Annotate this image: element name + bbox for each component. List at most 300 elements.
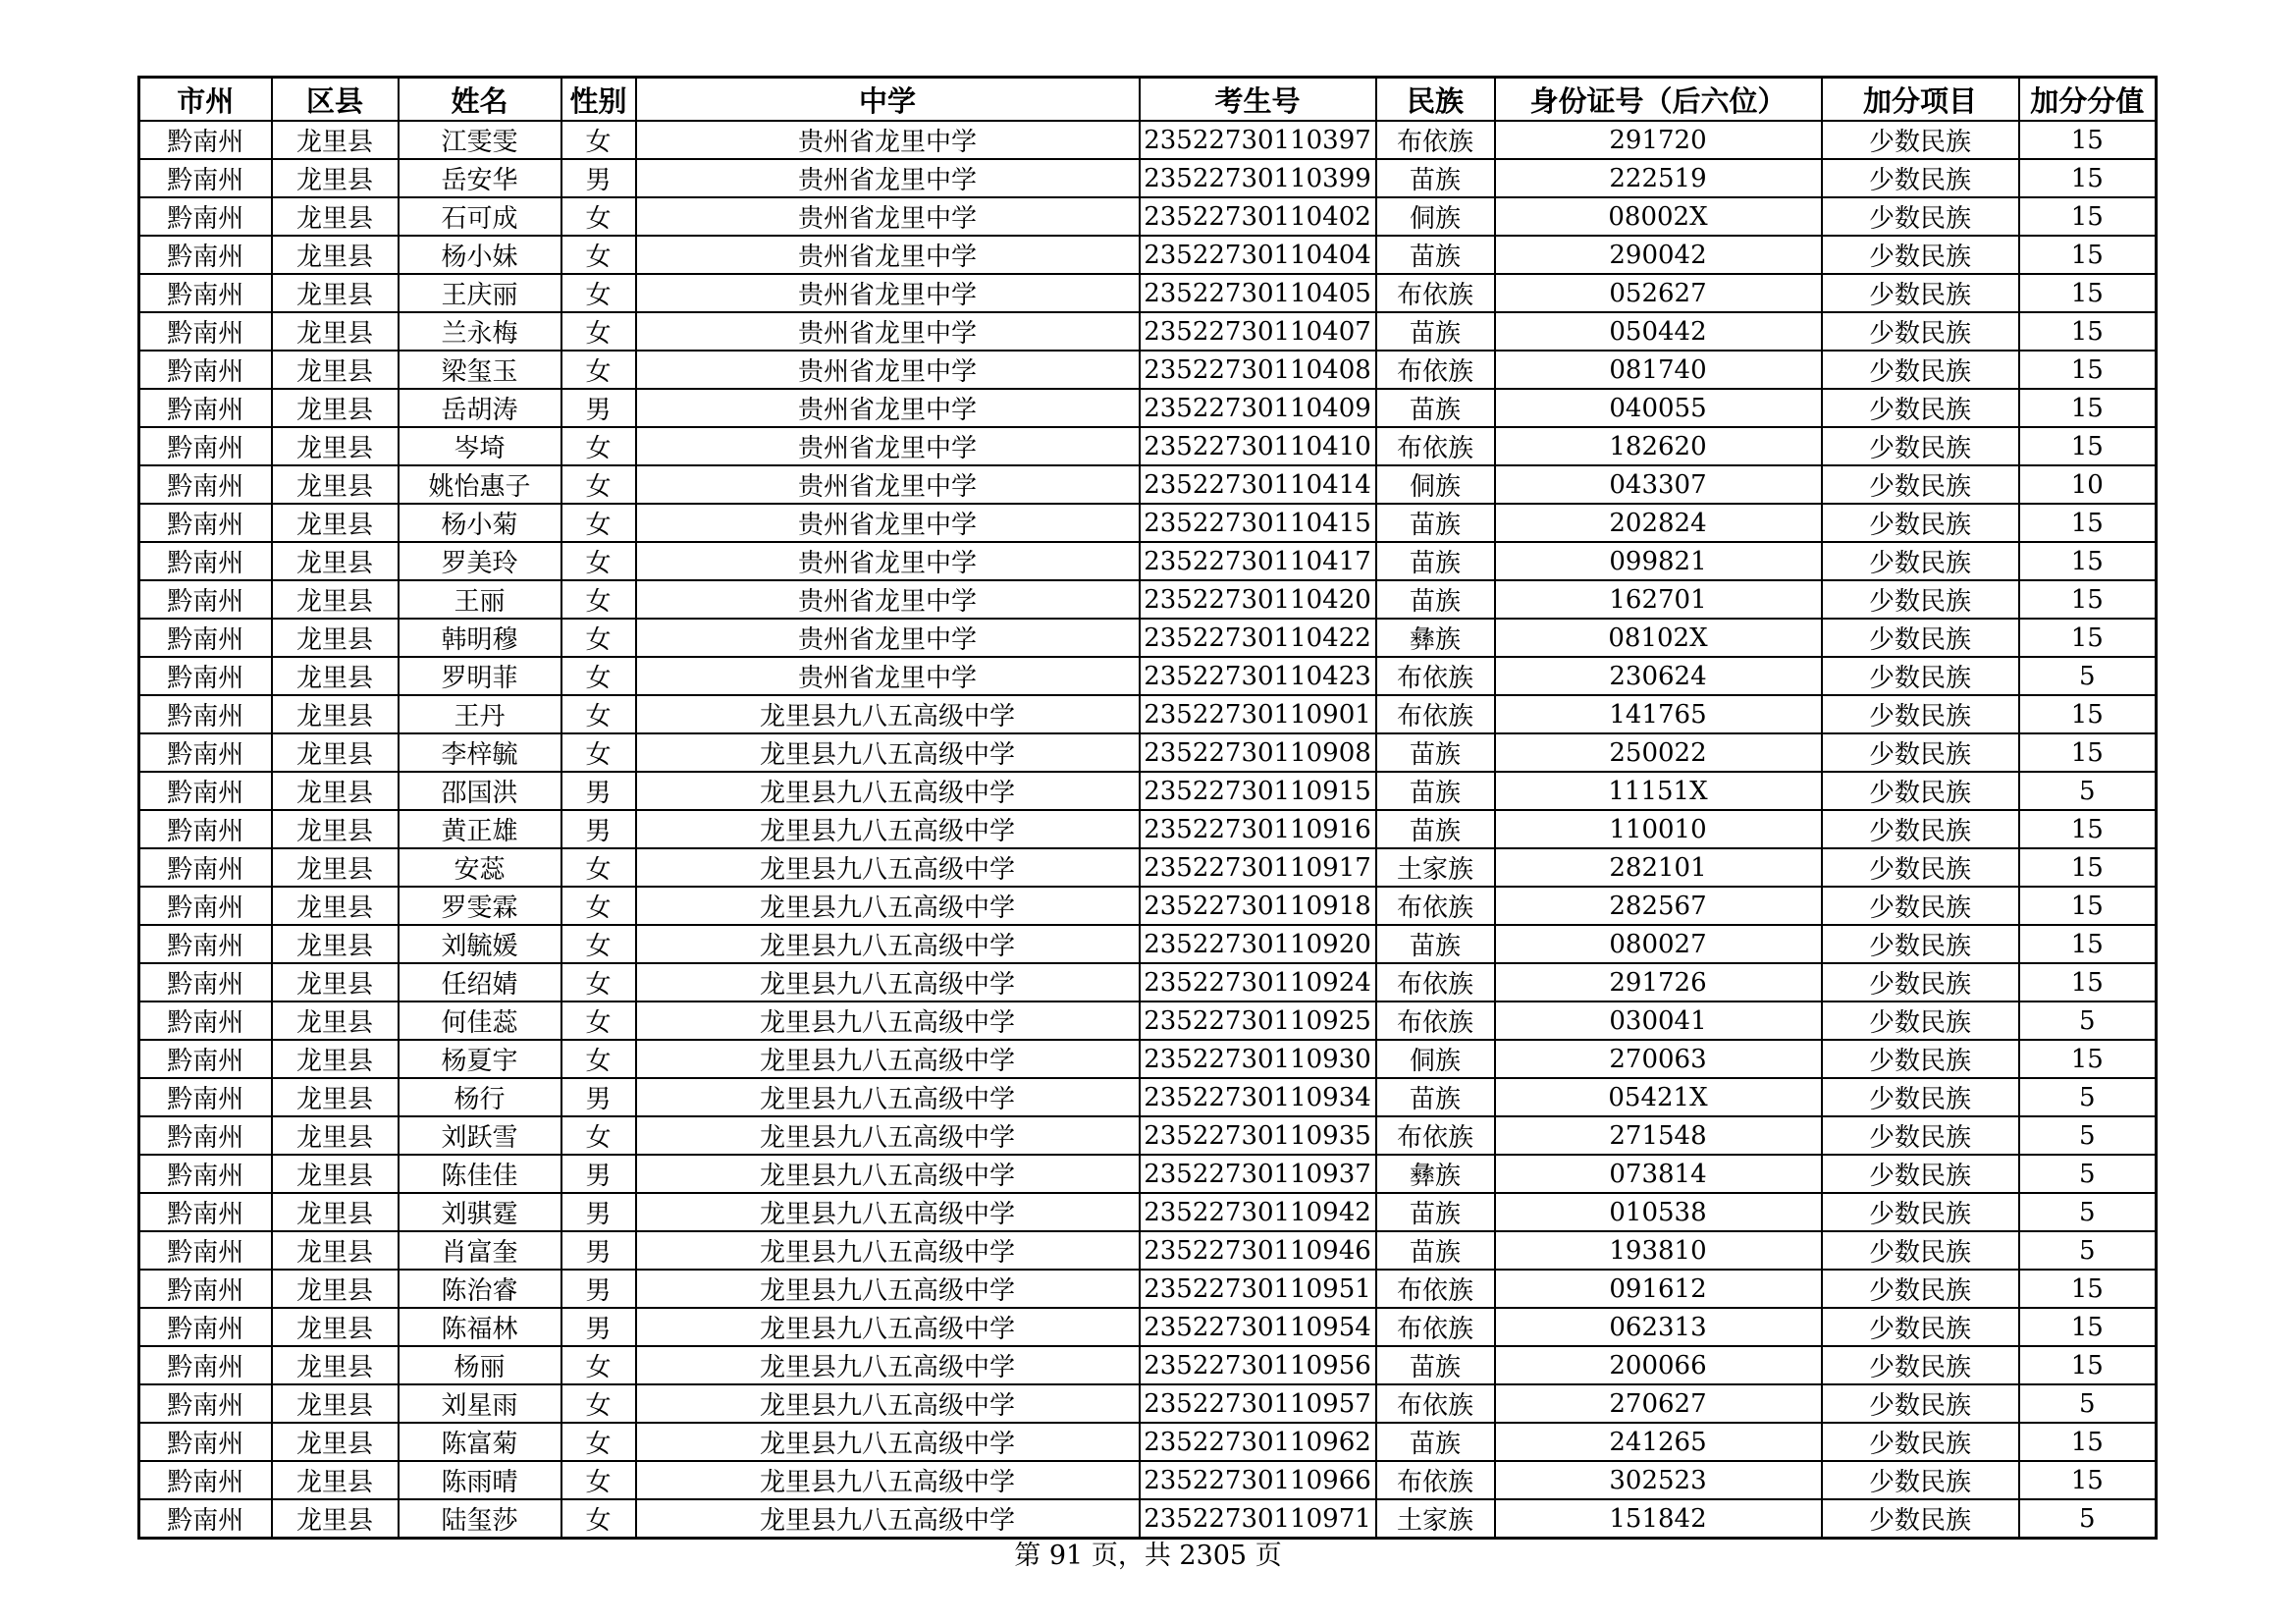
cell-school: 龙里县九八五高级中学 — [636, 1116, 1140, 1155]
cell-school: 贵州省龙里中学 — [636, 504, 1140, 542]
cell-bonus-value: 5 — [2019, 1231, 2157, 1270]
cell-county: 龙里县 — [272, 1155, 399, 1193]
cell-county: 龙里县 — [272, 1461, 399, 1499]
cell-gender: 男 — [561, 1078, 636, 1116]
cell-exam-number: 23522730110417 — [1140, 542, 1376, 580]
cell-city: 黔南州 — [139, 504, 272, 542]
cell-school: 龙里县九八五高级中学 — [636, 695, 1140, 733]
cell-city: 黔南州 — [139, 1078, 272, 1116]
cell-name: 岳胡涛 — [399, 389, 561, 427]
cell-exam-number: 23522730110405 — [1140, 274, 1376, 312]
cell-exam-number: 23522730110917 — [1140, 848, 1376, 887]
table-row — [139, 1423, 2157, 1461]
cell-gender: 女 — [561, 1040, 636, 1078]
cell-city: 黔南州 — [139, 848, 272, 887]
cell-exam-number: 23522730110966 — [1140, 1461, 1376, 1499]
cell-exam-number: 23522730110420 — [1140, 580, 1376, 619]
table-row — [139, 1384, 2157, 1423]
cell-exam-number: 23522730110946 — [1140, 1231, 1376, 1270]
cell-bonus-value: 15 — [2019, 848, 2157, 887]
cell-bonus-item: 少数民族 — [1822, 963, 2019, 1001]
cell-name: 肖富奎 — [399, 1231, 561, 1270]
cell-exam-number: 23522730110399 — [1140, 159, 1376, 197]
cell-ethnicity: 苗族 — [1376, 1193, 1495, 1231]
cell-county: 龙里县 — [272, 695, 399, 733]
cell-school: 龙里县九八五高级中学 — [636, 1155, 1140, 1193]
header-city: 市州 — [139, 78, 272, 122]
cell-county: 龙里县 — [272, 1193, 399, 1231]
cell-city: 黔南州 — [139, 1499, 272, 1539]
cell-county: 龙里县 — [272, 1308, 399, 1346]
cell-bonus-item: 少数民族 — [1822, 542, 2019, 580]
table-row — [139, 1078, 2157, 1116]
cell-bonus-value: 5 — [2019, 1193, 2157, 1231]
cell-id-last-six: 151842 — [1495, 1499, 1822, 1539]
cell-gender: 女 — [561, 121, 636, 159]
cell-city: 黔南州 — [139, 1423, 272, 1461]
table-row — [139, 1308, 2157, 1346]
cell-id-last-six: 05421X — [1495, 1078, 1822, 1116]
cell-name: 刘毓媛 — [399, 925, 561, 963]
cell-id-last-six: 110010 — [1495, 810, 1822, 848]
cell-gender: 女 — [561, 465, 636, 504]
cell-city: 黔南州 — [139, 389, 272, 427]
cell-bonus-item: 少数民族 — [1822, 1001, 2019, 1040]
cell-city: 黔南州 — [139, 772, 272, 810]
cell-bonus-item: 少数民族 — [1822, 810, 2019, 848]
cell-id-last-six: 141765 — [1495, 695, 1822, 733]
cell-name: 王丽 — [399, 580, 561, 619]
cell-gender: 女 — [561, 1116, 636, 1155]
cell-city: 黔南州 — [139, 236, 272, 274]
cell-bonus-value: 10 — [2019, 465, 2157, 504]
cell-city: 黔南州 — [139, 1384, 272, 1423]
cell-city: 黔南州 — [139, 810, 272, 848]
cell-ethnicity: 苗族 — [1376, 733, 1495, 772]
cell-city: 黔南州 — [139, 427, 272, 465]
header-bonus-item: 加分项目 — [1822, 78, 2019, 122]
cell-id-last-six: 282101 — [1495, 848, 1822, 887]
cell-gender: 女 — [561, 197, 636, 236]
cell-school: 贵州省龙里中学 — [636, 197, 1140, 236]
cell-exam-number: 23522730110942 — [1140, 1193, 1376, 1231]
cell-city: 黔南州 — [139, 619, 272, 657]
cell-bonus-item: 少数民族 — [1822, 1040, 2019, 1078]
cell-city: 黔南州 — [139, 1270, 272, 1308]
table-row — [139, 389, 2157, 427]
cell-county: 龙里县 — [272, 427, 399, 465]
cell-school: 龙里县九八五高级中学 — [636, 963, 1140, 1001]
table-row — [139, 887, 2157, 925]
cell-name: 邵国洪 — [399, 772, 561, 810]
cell-id-last-six: 282567 — [1495, 887, 1822, 925]
cell-county: 龙里县 — [272, 772, 399, 810]
cell-id-last-six: 080027 — [1495, 925, 1822, 963]
cell-exam-number: 23522730110951 — [1140, 1270, 1376, 1308]
cell-county: 龙里县 — [272, 1270, 399, 1308]
cell-name: 何佳蕊 — [399, 1001, 561, 1040]
table-row — [139, 657, 2157, 695]
cell-name: 安蕊 — [399, 848, 561, 887]
cell-school: 贵州省龙里中学 — [636, 236, 1140, 274]
cell-county: 龙里县 — [272, 1231, 399, 1270]
cell-ethnicity: 布依族 — [1376, 1270, 1495, 1308]
cell-name: 黄正雄 — [399, 810, 561, 848]
cell-school: 龙里县九八五高级中学 — [636, 1461, 1140, 1499]
cell-ethnicity: 布依族 — [1376, 274, 1495, 312]
cell-name: 陈雨晴 — [399, 1461, 561, 1499]
cell-school: 龙里县九八五高级中学 — [636, 1384, 1140, 1423]
cell-gender: 男 — [561, 1231, 636, 1270]
cell-ethnicity: 苗族 — [1376, 1078, 1495, 1116]
cell-id-last-six: 010538 — [1495, 1193, 1822, 1231]
cell-county: 龙里县 — [272, 465, 399, 504]
cell-bonus-item: 少数民族 — [1822, 197, 2019, 236]
cell-exam-number: 23522730110925 — [1140, 1001, 1376, 1040]
cell-bonus-value: 15 — [2019, 1423, 2157, 1461]
cell-school: 贵州省龙里中学 — [636, 274, 1140, 312]
cell-bonus-value: 15 — [2019, 963, 2157, 1001]
cell-school: 龙里县九八五高级中学 — [636, 1499, 1140, 1539]
cell-name: 王庆丽 — [399, 274, 561, 312]
table-row — [139, 159, 2157, 197]
header-id-last-six: 身份证号（后六位） — [1495, 78, 1822, 122]
cell-ethnicity: 侗族 — [1376, 1040, 1495, 1078]
cell-city: 黔南州 — [139, 657, 272, 695]
cell-id-last-six: 099821 — [1495, 542, 1822, 580]
cell-name: 江雯雯 — [399, 121, 561, 159]
cell-county: 龙里县 — [272, 1001, 399, 1040]
table-row — [139, 465, 2157, 504]
header-school: 中学 — [636, 78, 1140, 122]
bonus-points-table — [137, 76, 2158, 1540]
cell-name: 兰永梅 — [399, 312, 561, 351]
cell-name: 陆玺莎 — [399, 1499, 561, 1539]
cell-id-last-six: 073814 — [1495, 1155, 1822, 1193]
cell-name: 岳安华 — [399, 159, 561, 197]
cell-gender: 女 — [561, 312, 636, 351]
cell-bonus-value: 15 — [2019, 389, 2157, 427]
cell-name: 刘星雨 — [399, 1384, 561, 1423]
cell-bonus-value: 15 — [2019, 580, 2157, 619]
cell-gender: 男 — [561, 1155, 636, 1193]
table-row — [139, 312, 2157, 351]
cell-id-last-six: 030041 — [1495, 1001, 1822, 1040]
cell-ethnicity: 布依族 — [1376, 657, 1495, 695]
cell-name: 杨行 — [399, 1078, 561, 1116]
cell-school: 贵州省龙里中学 — [636, 389, 1140, 427]
table-row — [139, 1001, 2157, 1040]
cell-county: 龙里县 — [272, 197, 399, 236]
cell-bonus-item: 少数民族 — [1822, 236, 2019, 274]
table-row — [139, 351, 2157, 389]
cell-bonus-item: 少数民族 — [1822, 772, 2019, 810]
cell-exam-number: 23522730110407 — [1140, 312, 1376, 351]
cell-ethnicity: 苗族 — [1376, 772, 1495, 810]
cell-gender: 女 — [561, 619, 636, 657]
cell-name: 梁玺玉 — [399, 351, 561, 389]
table-row — [139, 1499, 2157, 1539]
cell-id-last-six: 040055 — [1495, 389, 1822, 427]
cell-county: 龙里县 — [272, 657, 399, 695]
cell-county: 龙里县 — [272, 580, 399, 619]
cell-id-last-six: 302523 — [1495, 1461, 1822, 1499]
cell-exam-number: 23522730110908 — [1140, 733, 1376, 772]
cell-gender: 女 — [561, 657, 636, 695]
cell-school: 贵州省龙里中学 — [636, 121, 1140, 159]
cell-school: 贵州省龙里中学 — [636, 580, 1140, 619]
cell-gender: 男 — [561, 159, 636, 197]
cell-name: 罗明菲 — [399, 657, 561, 695]
cell-ethnicity: 侗族 — [1376, 197, 1495, 236]
cell-bonus-item: 少数民族 — [1822, 1116, 2019, 1155]
cell-ethnicity: 苗族 — [1376, 312, 1495, 351]
cell-ethnicity: 布依族 — [1376, 963, 1495, 1001]
cell-school: 龙里县九八五高级中学 — [636, 1001, 1140, 1040]
cell-exam-number: 23522730110414 — [1140, 465, 1376, 504]
cell-bonus-value: 15 — [2019, 1308, 2157, 1346]
table-body — [139, 121, 2157, 1539]
cell-exam-number: 23522730110937 — [1140, 1155, 1376, 1193]
cell-bonus-value: 15 — [2019, 1461, 2157, 1499]
cell-school: 贵州省龙里中学 — [636, 619, 1140, 657]
table-row — [139, 1231, 2157, 1270]
cell-id-last-six: 081740 — [1495, 351, 1822, 389]
table-row — [139, 542, 2157, 580]
cell-gender: 女 — [561, 351, 636, 389]
cell-city: 黔南州 — [139, 1193, 272, 1231]
cell-ethnicity: 布依族 — [1376, 887, 1495, 925]
table-row — [139, 1155, 2157, 1193]
cell-ethnicity: 布依族 — [1376, 1461, 1495, 1499]
cell-ethnicity: 布依族 — [1376, 1384, 1495, 1423]
cell-ethnicity: 苗族 — [1376, 542, 1495, 580]
cell-ethnicity: 布依族 — [1376, 351, 1495, 389]
cell-id-last-six: 202824 — [1495, 504, 1822, 542]
table-row — [139, 121, 2157, 159]
cell-id-last-six: 052627 — [1495, 274, 1822, 312]
table-row — [139, 1346, 2157, 1384]
table-row — [139, 504, 2157, 542]
cell-exam-number: 23522730110397 — [1140, 121, 1376, 159]
cell-gender: 女 — [561, 427, 636, 465]
cell-county: 龙里县 — [272, 274, 399, 312]
cell-county: 龙里县 — [272, 619, 399, 657]
cell-bonus-item: 少数民族 — [1822, 657, 2019, 695]
cell-exam-number: 23522730110408 — [1140, 351, 1376, 389]
cell-school: 贵州省龙里中学 — [636, 465, 1140, 504]
cell-gender: 女 — [561, 580, 636, 619]
cell-id-last-six: 091612 — [1495, 1270, 1822, 1308]
table-row — [139, 1193, 2157, 1231]
cell-bonus-value: 15 — [2019, 619, 2157, 657]
cell-name: 陈福林 — [399, 1308, 561, 1346]
cell-exam-number: 23522730110954 — [1140, 1308, 1376, 1346]
table-row — [139, 619, 2157, 657]
table-row — [139, 1116, 2157, 1155]
cell-name: 陈富菊 — [399, 1423, 561, 1461]
cell-exam-number: 23522730110404 — [1140, 236, 1376, 274]
cell-bonus-item: 少数民族 — [1822, 1193, 2019, 1231]
cell-gender: 女 — [561, 504, 636, 542]
cell-bonus-item: 少数民族 — [1822, 580, 2019, 619]
cell-bonus-value: 5 — [2019, 1384, 2157, 1423]
cell-bonus-item: 少数民族 — [1822, 1308, 2019, 1346]
cell-city: 黔南州 — [139, 351, 272, 389]
cell-ethnicity: 苗族 — [1376, 810, 1495, 848]
cell-bonus-item: 少数民族 — [1822, 925, 2019, 963]
cell-school: 龙里县九八五高级中学 — [636, 1346, 1140, 1384]
cell-city: 黔南州 — [139, 1155, 272, 1193]
cell-id-last-six: 050442 — [1495, 312, 1822, 351]
cell-city: 黔南州 — [139, 1308, 272, 1346]
cell-bonus-value: 5 — [2019, 1078, 2157, 1116]
cell-ethnicity: 土家族 — [1376, 848, 1495, 887]
cell-school: 贵州省龙里中学 — [636, 657, 1140, 695]
header-county: 区县 — [272, 78, 399, 122]
cell-school: 贵州省龙里中学 — [636, 351, 1140, 389]
cell-city: 黔南州 — [139, 1231, 272, 1270]
cell-county: 龙里县 — [272, 1384, 399, 1423]
cell-name: 姚怡惠子 — [399, 465, 561, 504]
table-row — [139, 695, 2157, 733]
cell-gender: 女 — [561, 1384, 636, 1423]
cell-gender: 女 — [561, 1001, 636, 1040]
cell-gender: 女 — [561, 695, 636, 733]
cell-bonus-item: 少数民族 — [1822, 619, 2019, 657]
cell-ethnicity: 布依族 — [1376, 1308, 1495, 1346]
cell-bonus-item: 少数民族 — [1822, 733, 2019, 772]
cell-bonus-item: 少数民族 — [1822, 121, 2019, 159]
cell-city: 黔南州 — [139, 695, 272, 733]
cell-gender: 女 — [561, 1346, 636, 1384]
cell-id-last-six: 043307 — [1495, 465, 1822, 504]
cell-name: 岑埼 — [399, 427, 561, 465]
cell-school: 龙里县九八五高级中学 — [636, 848, 1140, 887]
cell-bonus-value: 5 — [2019, 1116, 2157, 1155]
cell-bonus-value: 15 — [2019, 504, 2157, 542]
cell-name: 韩明穆 — [399, 619, 561, 657]
cell-school: 龙里县九八五高级中学 — [636, 810, 1140, 848]
cell-gender: 女 — [561, 887, 636, 925]
cell-ethnicity: 苗族 — [1376, 1346, 1495, 1384]
cell-city: 黔南州 — [139, 197, 272, 236]
cell-county: 龙里县 — [272, 733, 399, 772]
cell-exam-number: 23522730110410 — [1140, 427, 1376, 465]
cell-exam-number: 23522730110935 — [1140, 1116, 1376, 1155]
cell-school: 龙里县九八五高级中学 — [636, 1423, 1140, 1461]
cell-bonus-value: 15 — [2019, 312, 2157, 351]
cell-gender: 男 — [561, 810, 636, 848]
cell-county: 龙里县 — [272, 1499, 399, 1539]
cell-name: 罗美玲 — [399, 542, 561, 580]
cell-school: 龙里县九八五高级中学 — [636, 1231, 1140, 1270]
cell-city: 黔南州 — [139, 1346, 272, 1384]
cell-gender: 男 — [561, 1308, 636, 1346]
cell-bonus-value: 15 — [2019, 542, 2157, 580]
cell-school: 龙里县九八五高级中学 — [636, 1308, 1140, 1346]
cell-bonus-value: 15 — [2019, 351, 2157, 389]
cell-bonus-item: 少数民族 — [1822, 504, 2019, 542]
header-name: 姓名 — [399, 78, 561, 122]
cell-county: 龙里县 — [272, 887, 399, 925]
cell-id-last-six: 193810 — [1495, 1231, 1822, 1270]
cell-exam-number: 23522730110901 — [1140, 695, 1376, 733]
cell-bonus-item: 少数民族 — [1822, 389, 2019, 427]
table-row — [139, 772, 2157, 810]
cell-county: 龙里县 — [272, 542, 399, 580]
cell-gender: 女 — [561, 1499, 636, 1539]
cell-ethnicity: 布依族 — [1376, 695, 1495, 733]
cell-ethnicity: 苗族 — [1376, 236, 1495, 274]
cell-county: 龙里县 — [272, 236, 399, 274]
cell-id-last-six: 11151X — [1495, 772, 1822, 810]
cell-name: 罗雯霖 — [399, 887, 561, 925]
cell-id-last-six: 270627 — [1495, 1384, 1822, 1423]
cell-bonus-value: 5 — [2019, 1001, 2157, 1040]
cell-exam-number: 23522730110956 — [1140, 1346, 1376, 1384]
cell-city: 黔南州 — [139, 925, 272, 963]
cell-name: 刘跃雪 — [399, 1116, 561, 1155]
cell-bonus-item: 少数民族 — [1822, 1384, 2019, 1423]
header-ethnicity: 民族 — [1376, 78, 1495, 122]
cell-id-last-six: 230624 — [1495, 657, 1822, 695]
cell-exam-number: 23522730110920 — [1140, 925, 1376, 963]
cell-ethnicity: 苗族 — [1376, 1231, 1495, 1270]
cell-gender: 男 — [561, 772, 636, 810]
cell-school: 龙里县九八五高级中学 — [636, 1078, 1140, 1116]
cell-county: 龙里县 — [272, 848, 399, 887]
cell-county: 龙里县 — [272, 1116, 399, 1155]
cell-name: 王丹 — [399, 695, 561, 733]
cell-ethnicity: 彝族 — [1376, 1155, 1495, 1193]
cell-name: 杨小菊 — [399, 504, 561, 542]
cell-gender: 女 — [561, 925, 636, 963]
cell-bonus-value: 15 — [2019, 236, 2157, 274]
cell-county: 龙里县 — [272, 312, 399, 351]
table-row — [139, 1461, 2157, 1499]
cell-bonus-item: 少数民族 — [1822, 1155, 2019, 1193]
cell-bonus-item: 少数民族 — [1822, 159, 2019, 197]
cell-school: 贵州省龙里中学 — [636, 312, 1140, 351]
cell-city: 黔南州 — [139, 733, 272, 772]
cell-school: 贵州省龙里中学 — [636, 427, 1140, 465]
table-row — [139, 1270, 2157, 1308]
cell-bonus-value: 5 — [2019, 657, 2157, 695]
header-gender: 性别 — [561, 78, 636, 122]
cell-city: 黔南州 — [139, 963, 272, 1001]
cell-name: 杨丽 — [399, 1346, 561, 1384]
cell-exam-number: 23522730110962 — [1140, 1423, 1376, 1461]
cell-city: 黔南州 — [139, 1116, 272, 1155]
table-row — [139, 925, 2157, 963]
cell-exam-number: 23522730110423 — [1140, 657, 1376, 695]
cell-county: 龙里县 — [272, 504, 399, 542]
table-row — [139, 427, 2157, 465]
cell-gender: 男 — [561, 389, 636, 427]
cell-bonus-item: 少数民族 — [1822, 312, 2019, 351]
cell-bonus-value: 15 — [2019, 887, 2157, 925]
cell-ethnicity: 布依族 — [1376, 427, 1495, 465]
cell-school: 龙里县九八五高级中学 — [636, 1193, 1140, 1231]
cell-bonus-value: 15 — [2019, 1270, 2157, 1308]
cell-bonus-item: 少数民族 — [1822, 1461, 2019, 1499]
table-row — [139, 848, 2157, 887]
cell-county: 龙里县 — [272, 389, 399, 427]
cell-county: 龙里县 — [272, 963, 399, 1001]
cell-city: 黔南州 — [139, 1040, 272, 1078]
cell-school: 贵州省龙里中学 — [636, 159, 1140, 197]
